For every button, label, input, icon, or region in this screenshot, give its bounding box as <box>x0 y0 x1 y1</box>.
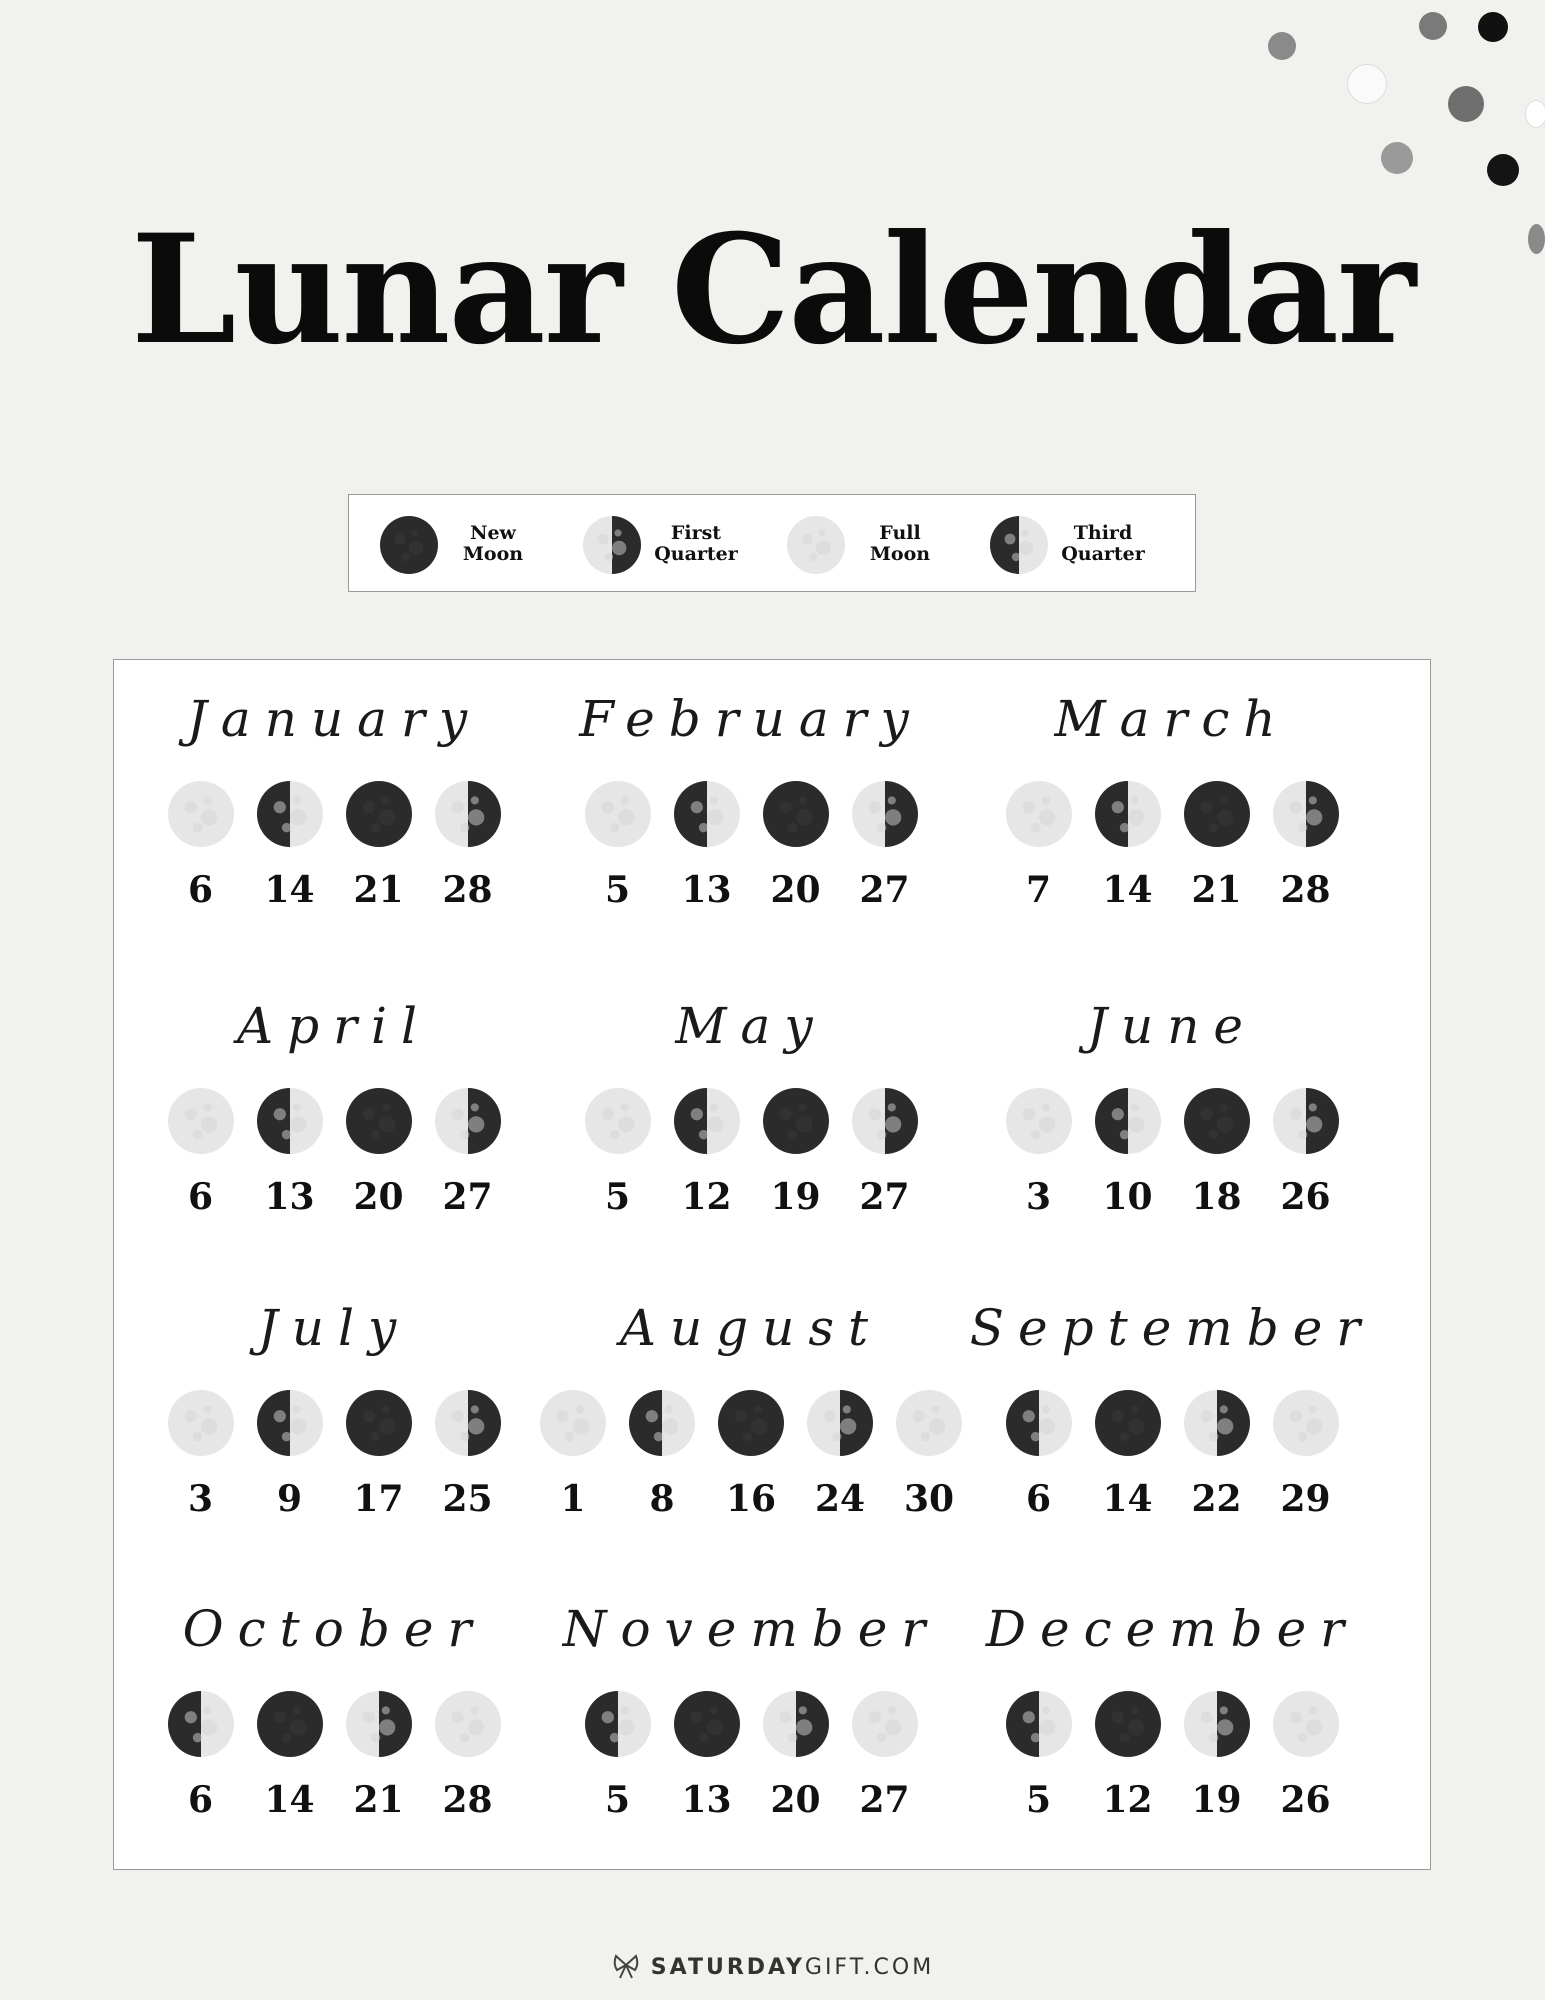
phase-entry <box>673 1690 741 1820</box>
phase-entry <box>256 1389 324 1519</box>
month-name: March <box>1054 690 1290 748</box>
phase-row <box>114 1690 554 1820</box>
phase-entry <box>1094 1087 1162 1217</box>
third-quarter-moon-icon <box>989 515 1049 575</box>
first-quarter-moon-icon <box>1272 780 1340 848</box>
month-july <box>114 1269 554 1569</box>
phase-date: 28 <box>442 869 493 911</box>
third-quarter-moon-icon <box>256 780 324 848</box>
phase-row <box>114 780 554 910</box>
phase-date: 5 <box>604 869 631 911</box>
footer-brand <box>0 1950 1545 1986</box>
phase-entry <box>1183 1087 1251 1217</box>
phase-row <box>952 1389 1392 1519</box>
confetti-dot <box>1419 12 1447 40</box>
phase-entry <box>1005 1087 1073 1217</box>
phase-entry <box>1094 780 1162 910</box>
first-quarter-moon-icon <box>806 1389 874 1457</box>
phase-row <box>952 1690 1392 1820</box>
phase-entry <box>434 780 502 910</box>
phase-entry <box>256 1087 324 1217</box>
month-june <box>952 967 1392 1267</box>
phase-date: 30 <box>903 1478 955 1520</box>
confetti-dot <box>1381 142 1413 174</box>
new-moon-icon <box>256 1690 324 1758</box>
first-quarter-moon-icon <box>434 1087 502 1155</box>
new-moon-icon <box>345 1389 413 1457</box>
confetti-dot <box>1347 64 1387 104</box>
phase-date: 10 <box>1102 1176 1153 1218</box>
phase-entry <box>806 1389 874 1519</box>
first-quarter-moon-icon <box>1183 1690 1251 1758</box>
phase-entry <box>167 1690 235 1820</box>
first-quarter-moon-icon <box>434 780 502 848</box>
first-quarter-moon-icon <box>762 1690 830 1758</box>
phase-date: 5 <box>604 1779 631 1821</box>
month-name: September <box>969 1299 1375 1357</box>
phase-date: 8 <box>649 1478 675 1520</box>
phase-date: 12 <box>1102 1779 1153 1821</box>
full-moon-icon <box>584 1087 652 1155</box>
phase-date: 27 <box>859 1779 910 1821</box>
legend-label: First Quarter <box>654 522 738 565</box>
phase-date: 21 <box>353 869 404 911</box>
phase-entry <box>762 1690 830 1820</box>
phase-date: 29 <box>1280 1478 1331 1520</box>
phase-date: 6 <box>187 1176 214 1218</box>
phase-entry <box>584 780 652 910</box>
phase-entry <box>434 1389 502 1519</box>
phase-date: 27 <box>442 1176 493 1218</box>
full-moon-icon <box>434 1690 502 1758</box>
full-moon-icon <box>539 1389 607 1457</box>
phase-date: 12 <box>681 1176 732 1218</box>
first-quarter-moon-icon <box>434 1389 502 1457</box>
month-october <box>114 1570 554 1870</box>
phase-row <box>531 1087 971 1217</box>
first-quarter-moon-icon <box>582 515 642 575</box>
new-moon-icon <box>379 515 439 575</box>
full-moon-icon <box>584 780 652 848</box>
phase-entry <box>1272 1389 1340 1519</box>
phase-entry <box>673 780 741 910</box>
phase-date: 27 <box>859 869 910 911</box>
third-quarter-moon-icon <box>584 1690 652 1758</box>
month-august <box>531 1269 971 1569</box>
phase-date: 28 <box>1280 869 1331 911</box>
phase-date: 14 <box>264 869 315 911</box>
phase-date: 22 <box>1191 1478 1242 1520</box>
month-name: February <box>579 690 923 748</box>
phase-entry <box>1183 1690 1251 1820</box>
new-moon-icon <box>762 1087 830 1155</box>
calendar-panel <box>113 659 1431 1870</box>
phase-entry <box>434 1087 502 1217</box>
third-quarter-moon-icon <box>256 1389 324 1457</box>
phase-date: 26 <box>1280 1176 1331 1218</box>
month-name: August <box>619 1299 883 1357</box>
legend-label: New Moon <box>462 522 524 565</box>
phase-entry <box>167 1087 235 1217</box>
phase-entry <box>717 1389 785 1519</box>
phase-legend <box>348 494 1196 592</box>
phase-entry <box>673 1087 741 1217</box>
phase-entry <box>345 1389 413 1519</box>
phase-entry <box>1183 1389 1251 1519</box>
footer-brand-bold: SATURDAY <box>650 1955 805 1980</box>
full-moon-icon <box>167 1389 235 1457</box>
new-moon-icon <box>673 1690 741 1758</box>
phase-row <box>952 1087 1392 1217</box>
phase-date: 1 <box>560 1478 586 1520</box>
phase-entry <box>256 780 324 910</box>
phase-date: 14 <box>1102 1478 1153 1520</box>
phase-entry <box>256 1690 324 1820</box>
third-quarter-moon-icon <box>1094 780 1162 848</box>
new-moon-icon <box>1183 780 1251 848</box>
legend-label: Full Moon <box>869 522 931 565</box>
phase-row <box>531 1389 971 1519</box>
phase-date: 21 <box>353 1779 404 1821</box>
phase-date: 26 <box>1280 1779 1331 1821</box>
month-november <box>531 1570 971 1870</box>
first-quarter-moon-icon <box>851 1087 919 1155</box>
month-january <box>114 660 554 960</box>
phase-row <box>952 780 1392 910</box>
month-september <box>952 1269 1392 1569</box>
phase-date: 20 <box>353 1176 404 1218</box>
new-moon-icon <box>717 1389 785 1457</box>
month-name: July <box>257 1299 411 1357</box>
phase-date: 6 <box>1025 1478 1052 1520</box>
confetti-dot <box>1487 154 1519 186</box>
phase-date: 13 <box>681 869 732 911</box>
phase-entry <box>762 1087 830 1217</box>
phase-date: 9 <box>276 1478 303 1520</box>
phase-entry <box>584 1690 652 1820</box>
phase-entry <box>345 1690 413 1820</box>
phase-entry <box>434 1690 502 1820</box>
phase-date: 19 <box>1191 1779 1242 1821</box>
phase-date: 14 <box>1102 869 1153 911</box>
phase-entry <box>1272 1690 1340 1820</box>
new-moon-icon <box>345 780 413 848</box>
new-moon-icon <box>1094 1389 1162 1457</box>
month-december <box>952 1570 1392 1870</box>
phase-entry <box>167 1389 235 1519</box>
full-moon-icon <box>167 780 235 848</box>
phase-row <box>531 1690 971 1820</box>
phase-entry <box>1005 1690 1073 1820</box>
phase-date: 27 <box>859 1176 910 1218</box>
phase-date: 7 <box>1025 869 1052 911</box>
new-moon-icon <box>762 780 830 848</box>
phase-date: 21 <box>1191 869 1242 911</box>
phase-date: 5 <box>1025 1779 1052 1821</box>
phase-entry <box>584 1087 652 1217</box>
bow-logo-icon <box>611 1950 641 1986</box>
phase-date: 3 <box>1025 1176 1052 1218</box>
phase-row <box>114 1389 554 1519</box>
phase-date: 28 <box>442 1779 493 1821</box>
third-quarter-moon-icon <box>167 1690 235 1758</box>
phase-date: 6 <box>187 1779 214 1821</box>
new-moon-icon <box>345 1087 413 1155</box>
phase-date: 20 <box>770 869 821 911</box>
phase-date: 13 <box>264 1176 315 1218</box>
full-moon-icon <box>851 1690 919 1758</box>
confetti-dot <box>1268 32 1296 60</box>
phase-entry <box>1183 780 1251 910</box>
confetti-dot <box>1478 12 1508 42</box>
month-name: June <box>1086 997 1258 1055</box>
phase-date: 14 <box>264 1779 315 1821</box>
month-name: May <box>675 997 827 1055</box>
page-title: Lunar Calendar <box>130 202 1415 378</box>
third-quarter-moon-icon <box>628 1389 696 1457</box>
phase-entry <box>1005 780 1073 910</box>
full-moon-icon <box>167 1087 235 1155</box>
phase-date: 19 <box>770 1176 821 1218</box>
phase-entry <box>539 1389 607 1519</box>
legend-label: Third Quarter <box>1061 522 1145 565</box>
phase-row <box>531 780 971 910</box>
full-moon-icon <box>786 515 846 575</box>
third-quarter-moon-icon <box>1005 1690 1073 1758</box>
new-moon-icon <box>1183 1087 1251 1155</box>
phase-date: 3 <box>187 1478 214 1520</box>
footer-brand-rest: GIFT.COM <box>804 1955 935 1980</box>
phase-date: 18 <box>1191 1176 1242 1218</box>
phase-date: 16 <box>725 1478 777 1520</box>
third-quarter-moon-icon <box>673 1087 741 1155</box>
phase-row <box>114 1087 554 1217</box>
phase-entry <box>1094 1389 1162 1519</box>
phase-date: 6 <box>187 869 214 911</box>
new-moon-icon <box>1094 1690 1162 1758</box>
phase-date: 25 <box>442 1478 493 1520</box>
month-name: January <box>186 690 482 748</box>
month-name: April <box>237 997 431 1055</box>
first-quarter-moon-icon <box>1183 1389 1251 1457</box>
first-quarter-moon-icon <box>345 1690 413 1758</box>
month-april <box>114 967 554 1267</box>
phase-entry <box>851 1690 919 1820</box>
third-quarter-moon-icon <box>673 780 741 848</box>
phase-entry <box>1094 1690 1162 1820</box>
phase-date: 20 <box>770 1779 821 1821</box>
phase-entry <box>345 780 413 910</box>
phase-entry <box>762 780 830 910</box>
month-name: December <box>985 1600 1359 1658</box>
month-name: November <box>562 1600 940 1658</box>
phase-entry <box>345 1087 413 1217</box>
phase-entry <box>628 1389 696 1519</box>
third-quarter-moon-icon <box>1094 1087 1162 1155</box>
confetti-dot <box>1448 86 1484 122</box>
month-march <box>952 660 1392 960</box>
phase-entry <box>851 1087 919 1217</box>
full-moon-icon <box>1272 1690 1340 1758</box>
first-quarter-moon-icon <box>1272 1087 1340 1155</box>
month-february <box>531 660 971 960</box>
phase-entry <box>1272 780 1340 910</box>
phase-date: 13 <box>681 1779 732 1821</box>
phase-date: 5 <box>604 1176 631 1218</box>
phase-entry <box>851 780 919 910</box>
phase-date: 24 <box>814 1478 866 1520</box>
full-moon-icon <box>1005 780 1073 848</box>
confetti-dot <box>1525 100 1545 128</box>
phase-entry <box>1005 1389 1073 1519</box>
month-may <box>531 967 971 1267</box>
phase-date: 17 <box>353 1478 404 1520</box>
month-name: October <box>182 1600 486 1658</box>
phase-entry <box>167 780 235 910</box>
full-moon-icon <box>1272 1389 1340 1457</box>
third-quarter-moon-icon <box>256 1087 324 1155</box>
full-moon-icon <box>1005 1087 1073 1155</box>
first-quarter-moon-icon <box>851 780 919 848</box>
third-quarter-moon-icon <box>1005 1389 1073 1457</box>
phase-entry <box>1272 1087 1340 1217</box>
